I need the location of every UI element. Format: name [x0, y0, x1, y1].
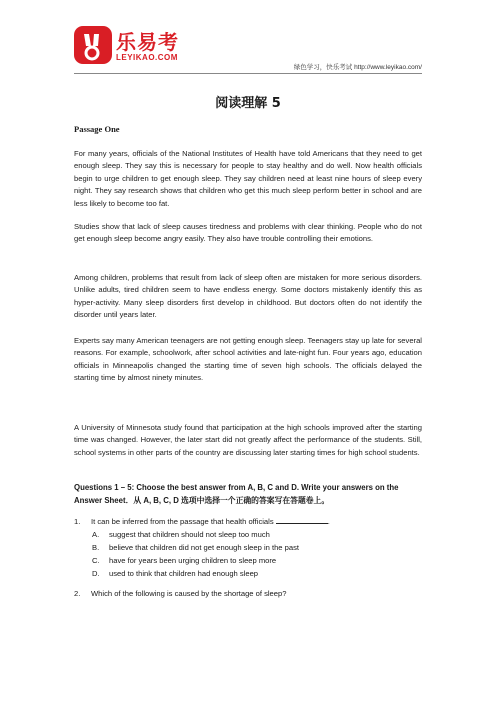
question-1-stem [74, 516, 422, 528]
question-stem-end: . [327, 517, 330, 526]
logo-mark-icon [74, 26, 112, 64]
option-letter: C. [92, 556, 100, 565]
option-b [92, 542, 422, 554]
question-instructions: Questions 1 – 5: Choose the best answer from A, B, C and D. Write your answers on the Answer Sheet．从 A, B, C, D 选项中选择一个正确的答案写在答题卷上。 [74, 483, 399, 505]
question-text: It can be inferred from the passage that health officials [91, 517, 274, 526]
option-letter: B. [92, 543, 100, 552]
paragraph-3: Among children, problems that result from lack of sleep often are mistaken for more serious disorders. Unlike adults, tired children seem to have endless energy. Some doctors mistakenly identify this as hyper-activity. Many sleep disorders first develop in childhood. But doctors often do not identify the disorder until years later. [74, 273, 422, 320]
question-text: Which of the following is caused by the shortage of sleep? [91, 589, 287, 598]
option-letter: D. [92, 569, 100, 578]
paragraph-5: A University of Minnesota study found that participation at the high schools improved after the starting time was changed. However, the later start did not greatly affect the performance of the students. Still, school systems in other parts of the country are discussing later starting times for high school students. [74, 423, 422, 457]
logo-chinese-text: 乐易考 [116, 30, 179, 54]
option-text: believe that children did not get enough sleep in the past [109, 543, 299, 552]
question-number: 2. [74, 589, 81, 598]
option-a [92, 529, 422, 541]
header-divider [74, 73, 422, 74]
question-number: 1. [74, 517, 81, 526]
answer-blank [276, 516, 328, 524]
logo-english-text: LEYIKAO.COM [116, 53, 178, 62]
option-d [92, 568, 422, 580]
option-letter: A. [92, 530, 100, 539]
option-text: have for years been urging children to sleep more [109, 556, 277, 565]
question-2-stem [74, 588, 422, 600]
document-title: 阅读理解 5 [215, 96, 281, 111]
paragraph-2: Studies show that lack of sleep causes tiredness and problems with clear thinking. People who do not get enough sleep become angry easily. They also have trouble controlling their emotions. [74, 222, 422, 244]
passage-title: Passage One [74, 124, 120, 134]
site-logo[interactable] [74, 26, 194, 72]
option-text: suggest that children should not sleep too much [109, 530, 270, 539]
paragraph-1: For many years, officials of the National Institutes of Health have told Americans that they need to get enough sleep. They say this is necessary for people to stay healthy and do well. Now health officials begin to urge children to get enough sleep. They say children need at least nine hours of sleep every night. They say research shows that children who get this much sleep perform better in school and are less likely to become too fat. [74, 149, 422, 208]
paragraph-4: Experts say many American teenagers are not getting enough sleep. Teenagers stay up late for several reasons. For example, schoolwork, after school activities and late-night fun. Four years ago, education officials in Minneapolis changed the starting time of seven high schools. The officials delayed the starting time by almost ninety minutes. [74, 336, 422, 383]
option-c [92, 555, 422, 567]
header-tagline-link[interactable]: 绿色学习，快乐考试 http://www.leyikao.com/ [293, 64, 422, 71]
option-text: used to think that children had enough sleep [109, 569, 259, 578]
page-header [0, 0, 496, 80]
